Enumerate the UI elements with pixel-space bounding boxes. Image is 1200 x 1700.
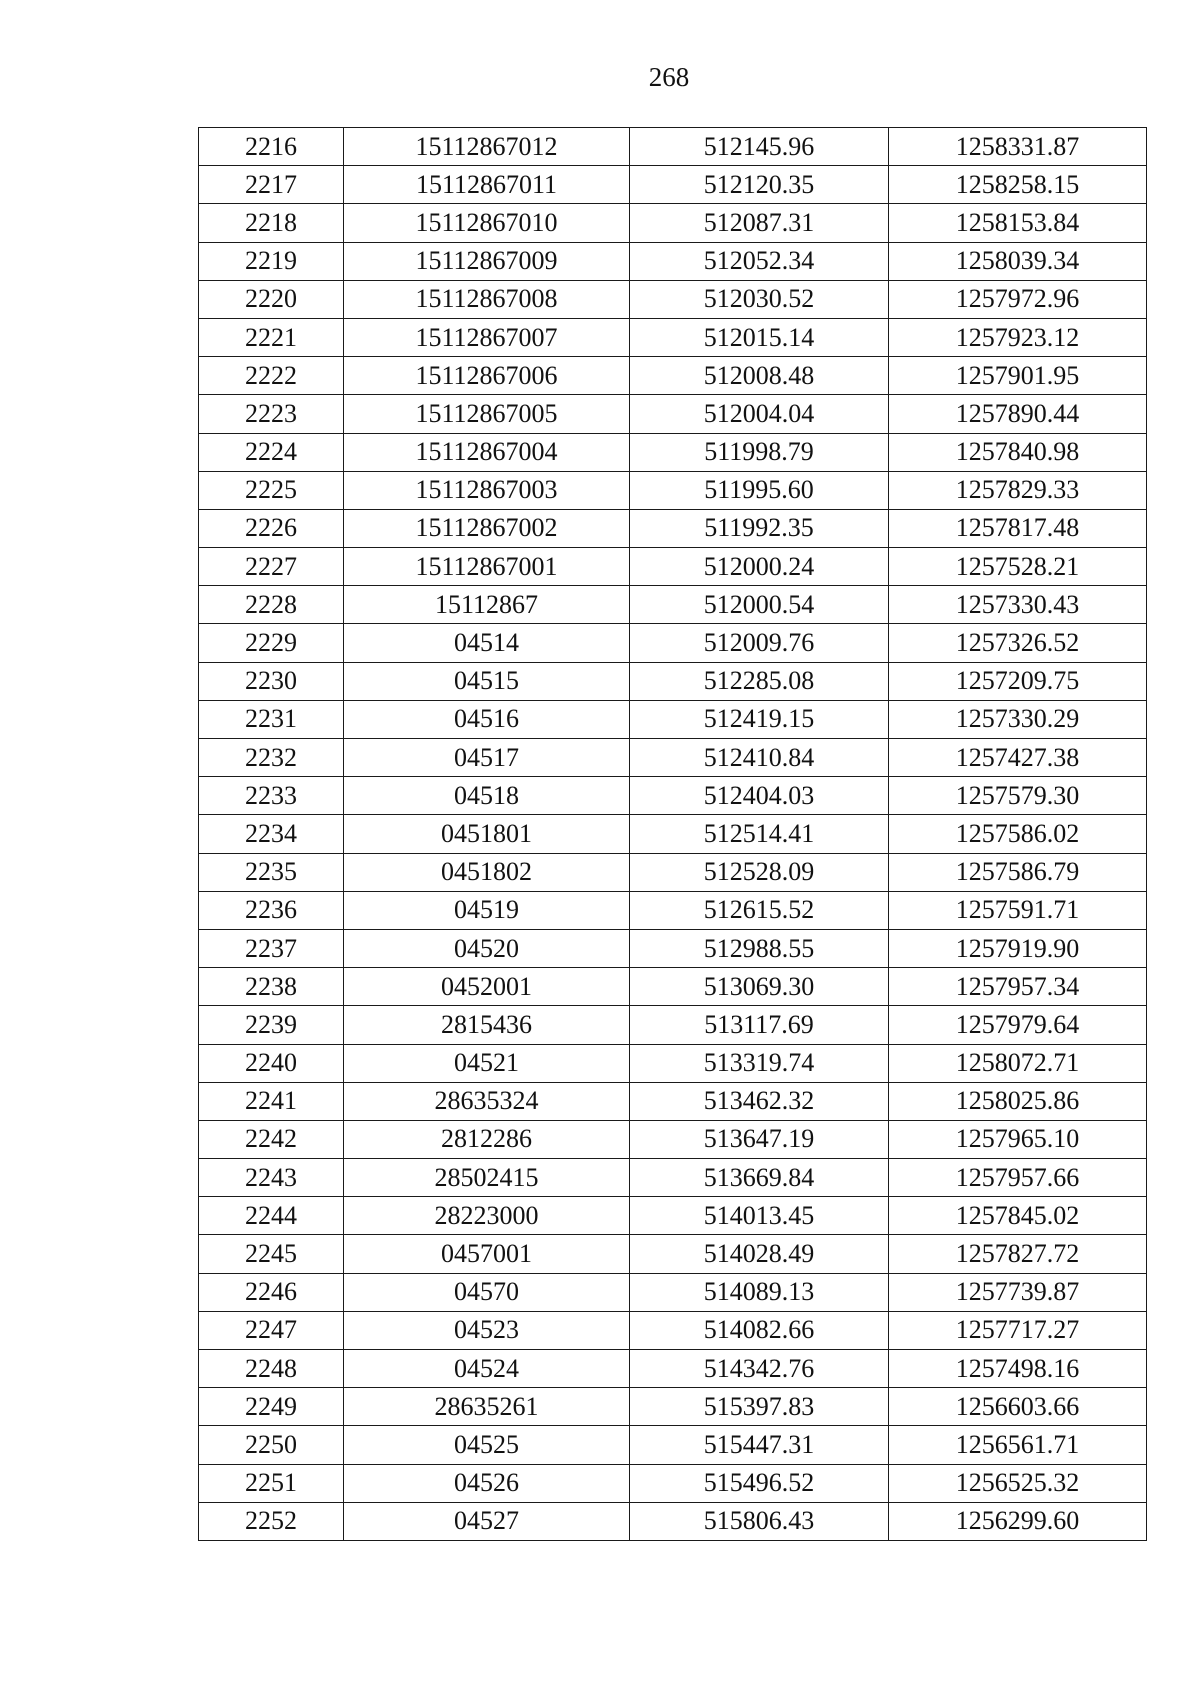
table-row [199,242,1147,280]
x-coordinate-cell: 513319.74 [630,1044,889,1082]
table-row [199,1388,1147,1426]
row-number-cell: 2217 [199,166,344,204]
y-coordinate-cell: 1257326.52 [889,624,1147,662]
point-id-cell: 04515 [344,662,630,700]
table-row [199,548,1147,586]
table-row [199,166,1147,204]
row-number-cell: 2231 [199,700,344,738]
table-row [199,318,1147,356]
point-id-cell: 04520 [344,929,630,967]
table-row [199,1197,1147,1235]
row-number-cell: 2222 [199,357,344,395]
row-number-cell: 2233 [199,777,344,815]
point-id-cell: 15112867011 [344,166,630,204]
y-coordinate-cell: 1257957.66 [889,1159,1147,1197]
row-number-cell: 2228 [199,586,344,624]
row-number-cell: 2236 [199,891,344,929]
table-row [199,586,1147,624]
x-coordinate-cell: 511992.35 [630,509,889,547]
table-row [199,1426,1147,1464]
x-coordinate-cell: 515806.43 [630,1502,889,1540]
point-id-cell: 15112867007 [344,318,630,356]
row-number-cell: 2252 [199,1502,344,1540]
y-coordinate-cell: 1257330.43 [889,586,1147,624]
table-row [199,509,1147,547]
y-coordinate-cell: 1257972.96 [889,280,1147,318]
table-row [199,395,1147,433]
row-number-cell: 2220 [199,280,344,318]
x-coordinate-cell: 513117.69 [630,1006,889,1044]
x-coordinate-cell: 512410.84 [630,739,889,777]
point-id-cell: 0451801 [344,815,630,853]
y-coordinate-cell: 1257591.71 [889,891,1147,929]
table-row [199,128,1147,166]
x-coordinate-cell: 514342.76 [630,1350,889,1388]
x-coordinate-cell: 512052.34 [630,242,889,280]
x-coordinate-cell: 513462.32 [630,1082,889,1120]
table-row [199,662,1147,700]
table-row [199,853,1147,891]
row-number-cell: 2235 [199,853,344,891]
point-id-cell: 15112867009 [344,242,630,280]
table-row [199,204,1147,242]
row-number-cell: 2246 [199,1273,344,1311]
y-coordinate-cell: 1258153.84 [889,204,1147,242]
point-id-cell: 04523 [344,1311,630,1349]
table-row [199,1082,1147,1120]
x-coordinate-cell: 512030.52 [630,280,889,318]
row-number-cell: 2227 [199,548,344,586]
point-id-cell: 15112867004 [344,433,630,471]
table-row [199,1273,1147,1311]
row-number-cell: 2234 [199,815,344,853]
point-id-cell: 15112867012 [344,128,630,166]
row-number-cell: 2243 [199,1159,344,1197]
row-number-cell: 2240 [199,1044,344,1082]
x-coordinate-cell: 512145.96 [630,128,889,166]
y-coordinate-cell: 1257965.10 [889,1120,1147,1158]
row-number-cell: 2221 [199,318,344,356]
row-number-cell: 2230 [199,662,344,700]
y-coordinate-cell: 1257427.38 [889,739,1147,777]
y-coordinate-cell: 1257827.72 [889,1235,1147,1273]
x-coordinate-cell: 511998.79 [630,433,889,471]
y-coordinate-cell: 1257979.64 [889,1006,1147,1044]
point-id-cell: 0451802 [344,853,630,891]
x-coordinate-cell: 512015.14 [630,318,889,356]
row-number-cell: 2251 [199,1464,344,1502]
x-coordinate-cell: 514028.49 [630,1235,889,1273]
row-number-cell: 2226 [199,509,344,547]
y-coordinate-cell: 1257717.27 [889,1311,1147,1349]
row-number-cell: 2241 [199,1082,344,1120]
row-number-cell: 2216 [199,128,344,166]
x-coordinate-cell: 515496.52 [630,1464,889,1502]
table-body [199,128,1147,1541]
row-number-cell: 2219 [199,242,344,280]
row-number-cell: 2238 [199,968,344,1006]
y-coordinate-cell: 1256525.32 [889,1464,1147,1502]
coordinate-table [198,127,1147,1541]
x-coordinate-cell: 512004.04 [630,395,889,433]
x-coordinate-cell: 514013.45 [630,1197,889,1235]
point-id-cell: 04517 [344,739,630,777]
point-id-cell: 15112867008 [344,280,630,318]
y-coordinate-cell: 1257829.33 [889,471,1147,509]
table-row [199,433,1147,471]
y-coordinate-cell: 1257817.48 [889,509,1147,547]
x-coordinate-cell: 512514.41 [630,815,889,853]
x-coordinate-cell: 512528.09 [630,853,889,891]
x-coordinate-cell: 515397.83 [630,1388,889,1426]
row-number-cell: 2247 [199,1311,344,1349]
y-coordinate-cell: 1257579.30 [889,777,1147,815]
y-coordinate-cell: 1258039.34 [889,242,1147,280]
x-coordinate-cell: 514082.66 [630,1311,889,1349]
table-row [199,1350,1147,1388]
point-id-cell: 04570 [344,1273,630,1311]
x-coordinate-cell: 511995.60 [630,471,889,509]
point-id-cell: 15112867002 [344,509,630,547]
point-id-cell: 15112867003 [344,471,630,509]
row-number-cell: 2250 [199,1426,344,1464]
table-row [199,471,1147,509]
row-number-cell: 2232 [199,739,344,777]
point-id-cell: 15112867006 [344,357,630,395]
y-coordinate-cell: 1256299.60 [889,1502,1147,1540]
x-coordinate-cell: 513069.30 [630,968,889,1006]
x-coordinate-cell: 512285.08 [630,662,889,700]
point-id-cell: 2815436 [344,1006,630,1044]
y-coordinate-cell: 1256603.66 [889,1388,1147,1426]
x-coordinate-cell: 512615.52 [630,891,889,929]
point-id-cell: 2812286 [344,1120,630,1158]
point-id-cell: 28635261 [344,1388,630,1426]
row-number-cell: 2244 [199,1197,344,1235]
point-id-cell: 15112867 [344,586,630,624]
point-id-cell: 0452001 [344,968,630,1006]
table-row [199,1006,1147,1044]
y-coordinate-cell: 1257923.12 [889,318,1147,356]
table-row [199,891,1147,929]
table-row [199,739,1147,777]
y-coordinate-cell: 1257498.16 [889,1350,1147,1388]
point-id-cell: 04516 [344,700,630,738]
y-coordinate-cell: 1256561.71 [889,1426,1147,1464]
table-row [199,777,1147,815]
x-coordinate-cell: 512000.54 [630,586,889,624]
y-coordinate-cell: 1257890.44 [889,395,1147,433]
table-row [199,280,1147,318]
point-id-cell: 15112867010 [344,204,630,242]
row-number-cell: 2218 [199,204,344,242]
table-row [199,929,1147,967]
table-row [199,1120,1147,1158]
table-row [199,700,1147,738]
x-coordinate-cell: 512404.03 [630,777,889,815]
row-number-cell: 2229 [199,624,344,662]
x-coordinate-cell: 513669.84 [630,1159,889,1197]
table-row [199,624,1147,662]
y-coordinate-cell: 1257739.87 [889,1273,1147,1311]
x-coordinate-cell: 512008.48 [630,357,889,395]
y-coordinate-cell: 1257845.02 [889,1197,1147,1235]
point-id-cell: 04518 [344,777,630,815]
x-coordinate-cell: 513647.19 [630,1120,889,1158]
table-row [199,1159,1147,1197]
table-row [199,1044,1147,1082]
x-coordinate-cell: 512000.24 [630,548,889,586]
row-number-cell: 2249 [199,1388,344,1426]
x-coordinate-cell: 512988.55 [630,929,889,967]
x-coordinate-cell: 512120.35 [630,166,889,204]
x-coordinate-cell: 515447.31 [630,1426,889,1464]
y-coordinate-cell: 1257209.75 [889,662,1147,700]
row-number-cell: 2225 [199,471,344,509]
point-id-cell: 04525 [344,1426,630,1464]
table-row [199,1502,1147,1540]
row-number-cell: 2237 [199,929,344,967]
y-coordinate-cell: 1257330.29 [889,700,1147,738]
x-coordinate-cell: 512087.31 [630,204,889,242]
point-id-cell: 04526 [344,1464,630,1502]
table-row [199,1311,1147,1349]
point-id-cell: 04521 [344,1044,630,1082]
x-coordinate-cell: 512009.76 [630,624,889,662]
row-number-cell: 2239 [199,1006,344,1044]
y-coordinate-cell: 1257919.90 [889,929,1147,967]
point-id-cell: 15112867005 [344,395,630,433]
point-id-cell: 28502415 [344,1159,630,1197]
y-coordinate-cell: 1257586.02 [889,815,1147,853]
y-coordinate-cell: 1258025.86 [889,1082,1147,1120]
point-id-cell: 04519 [344,891,630,929]
y-coordinate-cell: 1258258.15 [889,166,1147,204]
row-number-cell: 2224 [199,433,344,471]
y-coordinate-cell: 1257957.34 [889,968,1147,1006]
table-row [199,1464,1147,1502]
row-number-cell: 2242 [199,1120,344,1158]
point-id-cell: 28635324 [344,1082,630,1120]
table-row [199,968,1147,1006]
table-row [199,815,1147,853]
y-coordinate-cell: 1257901.95 [889,357,1147,395]
point-id-cell: 28223000 [344,1197,630,1235]
point-id-cell: 04514 [344,624,630,662]
row-number-cell: 2248 [199,1350,344,1388]
y-coordinate-cell: 1257840.98 [889,433,1147,471]
point-id-cell: 04524 [344,1350,630,1388]
y-coordinate-cell: 1258072.71 [889,1044,1147,1082]
point-id-cell: 04527 [344,1502,630,1540]
row-number-cell: 2223 [199,395,344,433]
point-id-cell: 15112867001 [344,548,630,586]
x-coordinate-cell: 514089.13 [630,1273,889,1311]
x-coordinate-cell: 512419.15 [630,700,889,738]
point-id-cell: 0457001 [344,1235,630,1273]
y-coordinate-cell: 1258331.87 [889,128,1147,166]
table-row [199,1235,1147,1273]
y-coordinate-cell: 1257586.79 [889,853,1147,891]
table-row [199,357,1147,395]
y-coordinate-cell: 1257528.21 [889,548,1147,586]
row-number-cell: 2245 [199,1235,344,1273]
page-number: 268 [648,62,690,92]
